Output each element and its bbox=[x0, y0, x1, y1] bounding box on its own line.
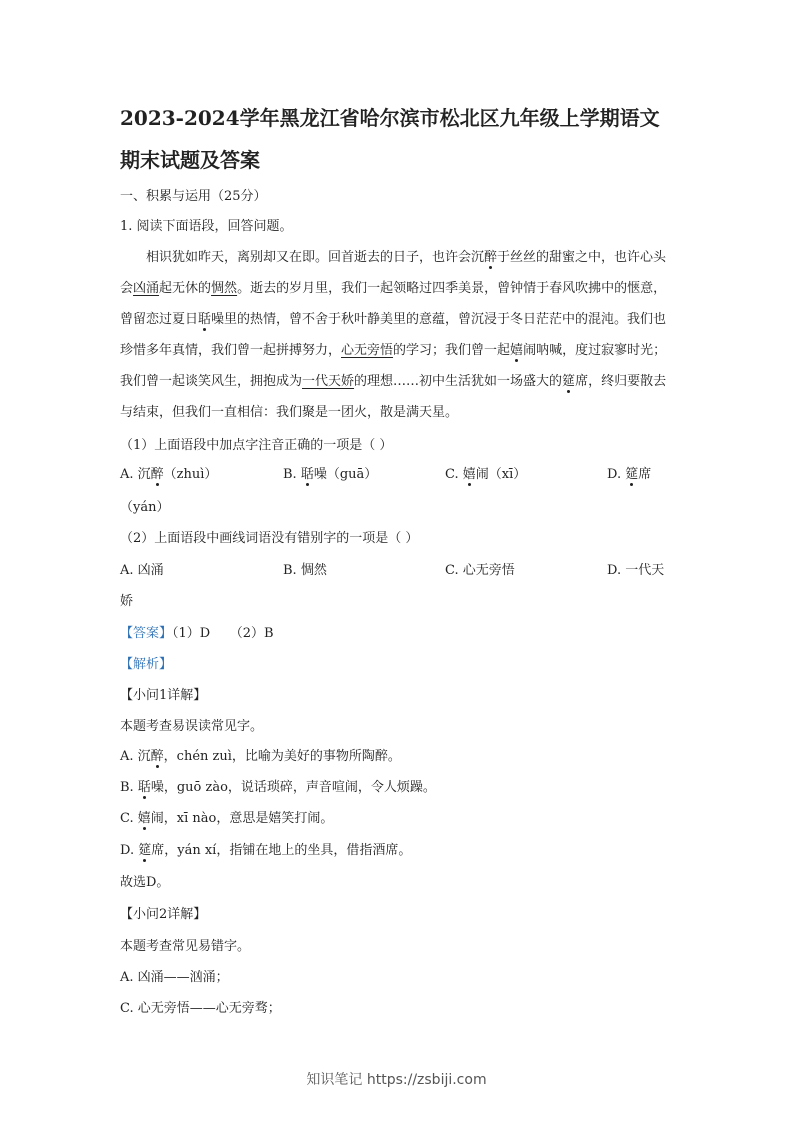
underlined-word: 一代天娇 bbox=[302, 374, 355, 389]
option-d: D. 筵席 bbox=[607, 467, 652, 482]
answer-line bbox=[120, 625, 274, 643]
detail-1-d: D. 筵席，yán xí，指铺在地上的坐具，借指酒席。 bbox=[120, 843, 412, 858]
option-b: B. 聒噪（guā） bbox=[283, 467, 378, 482]
detail-1-b: B. 聒噪，guō zào，说话琐碎，声音喧闹，令人烦躁。 bbox=[120, 780, 436, 795]
detail-1-c: C. 嬉闹，xī nào，意思是嬉笑打闹。 bbox=[120, 811, 334, 826]
dotted-char: 筵 bbox=[562, 374, 576, 389]
option-d-wrap: （yán） bbox=[120, 500, 170, 515]
detail-1-a: A. 沉醉，chén zuì，比喻为美好的事物所陶醉。 bbox=[120, 749, 401, 764]
option-a: A. 凶涌 bbox=[120, 563, 164, 578]
document-title-line1: 2023-2024学年黑龙江省哈尔滨市松北区九年级上学期语文 bbox=[120, 106, 660, 130]
answer-text: （1）D （2）B bbox=[172, 626, 274, 641]
question-1: 1. 阅读下面语段，回答问题。 bbox=[120, 219, 293, 234]
document-title-line2: 期末试题及答案 bbox=[120, 148, 260, 172]
sub-question-2: （2）上面语段中画线词语没有错别字的一项是（ ） bbox=[120, 531, 419, 546]
underlined-word: 凶涌 bbox=[133, 281, 160, 296]
option-d: D. 一代天 bbox=[607, 563, 665, 578]
sub-question-1: （1）上面语段中加点字注音正确的一项是（ ） bbox=[120, 438, 393, 453]
dotted-char: 醉 bbox=[484, 250, 498, 265]
detail-1-choice: 故选D。 bbox=[120, 875, 170, 890]
section-heading: 一、积累与运用（25分） bbox=[120, 189, 267, 204]
underlined-word: 惆然 bbox=[211, 281, 238, 296]
dotted-char: 嬉 bbox=[510, 343, 524, 358]
detail-2-label: 【小问2详解】 bbox=[120, 907, 207, 922]
option-d-wrap: 娇 bbox=[120, 594, 134, 609]
reading-passage: 相识犹如昨天，离别却又在即。回首逝去的日子，也许会沉醉于丝丝的甜蜜之中，也许心头会凶涌起无休的惆然。逝去的岁月里，我们一起领略过四季美景，曾钟情于春风吹拂中的惬意，曾留恋过夏日聒噪里的热情，曾不舍于秋叶静美里的意蕴，曾沉浸于冬日茫茫中的混沌。我们也珍惜多年真情，我们曾一起拼搏努力，心无旁悟的学习；我们曾一起嬉闹呐喊，度过寂寥时光；我们曾一起谈笑风生，拥抱成为一代天娇的理想……初中生活犹如一场盛大的筵席，终归要散去与结束，但我们一直相信：我们聚是一团火，散是满天星。 bbox=[120, 250, 667, 420]
option-b: B. 惆然 bbox=[283, 563, 327, 578]
analysis-label: 【解析】 bbox=[120, 657, 173, 672]
option-c: C. 嬉闹（xī） bbox=[445, 467, 527, 482]
detail-1-label: 【小问1详解】 bbox=[120, 688, 207, 703]
footer-watermark: 知识笔记 https://zsbiji.com bbox=[306, 1072, 487, 1088]
underlined-word: 心无旁悟 bbox=[341, 343, 394, 358]
dotted-char: 聒 bbox=[198, 312, 212, 327]
detail-1-intro: 本题考查易误读常见字。 bbox=[120, 719, 264, 734]
detail-2-intro: 本题考查常见易错字。 bbox=[120, 939, 251, 954]
detail-2-c: C. 心无旁悟——心无旁骛； bbox=[120, 1001, 281, 1016]
option-c: C. 心无旁悟 bbox=[445, 563, 515, 578]
option-a: A. 沉醉（zhuì） bbox=[120, 467, 218, 482]
detail-2-a: A. 凶涌——汹涌； bbox=[120, 970, 229, 985]
answer-label: 【答案】 bbox=[120, 626, 173, 641]
